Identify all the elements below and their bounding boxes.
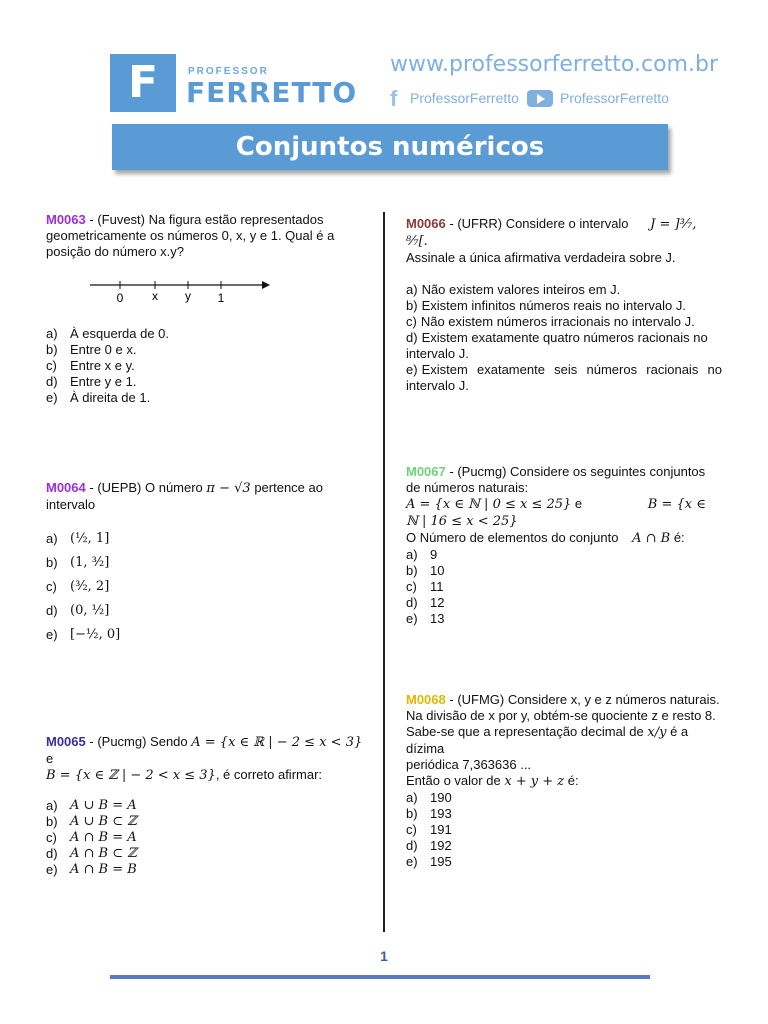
question-m0066 bbox=[406, 216, 722, 394]
option-e: e) À direita de 1. bbox=[46, 390, 151, 405]
option-d: d) Entre y e 1. bbox=[46, 374, 137, 389]
option-e: e) 195 bbox=[406, 854, 452, 869]
question-text: M0065 - (Pucmg) Sendo A = {x ∈ ℝ | − 2 ≤ x < 3} e B = {x ∈ ℤ | − 2 < x ≤ 3}, é correto afirmar: bbox=[46, 734, 363, 783]
option-b: b) Entre 0 e x. bbox=[46, 342, 137, 357]
option-b: b) A ∪ B ⊂ ℤ bbox=[46, 814, 137, 829]
logo-title: FERRETTO bbox=[186, 76, 358, 109]
option-c: c) Entre x e y. bbox=[46, 358, 135, 373]
option-d: d) (0, ½] bbox=[46, 603, 110, 618]
option-a: a) À esquerda de 0. bbox=[46, 326, 170, 341]
column-divider bbox=[383, 212, 385, 932]
math-expression: π − √3 bbox=[206, 481, 251, 496]
option-c: c) 191 bbox=[406, 822, 452, 837]
question-text: M0064 - (UEPB) O número π − √3 pertence ao intervalo bbox=[46, 480, 323, 512]
title-banner bbox=[112, 124, 668, 170]
question-code: M0065 bbox=[46, 734, 86, 749]
page-number: 1 bbox=[380, 948, 388, 964]
facebook-icon: f bbox=[390, 86, 398, 111]
option-d: d) 12 bbox=[406, 595, 445, 610]
option-b: b) 10 bbox=[406, 563, 445, 578]
question-m0068 bbox=[406, 692, 726, 870]
question-text bbox=[46, 212, 346, 260]
question-m0064 bbox=[46, 480, 346, 647]
option-a: a) (½, 1] bbox=[46, 531, 110, 546]
number-line-figure bbox=[90, 276, 270, 306]
logo-subtitle: PROFESSOR bbox=[188, 66, 269, 77]
option-c: c) Não existem números irracionais no intervalo J. bbox=[406, 314, 695, 329]
question-statement: - (Fuvest) Na figura estão representados geometricamente os números 0, x, y e 1. Qual é a posição do número x.y? bbox=[46, 212, 335, 259]
option-a: a) 9 bbox=[406, 547, 438, 562]
tick-label-1: 1 bbox=[217, 291, 225, 305]
option-b: b) Existem infinitos números reais no intervalo J. bbox=[406, 298, 687, 313]
option-a: a) A ∪ B = A bbox=[46, 798, 137, 813]
option-d: d) 192 bbox=[406, 838, 452, 853]
question-code: M0063 bbox=[46, 212, 86, 227]
option-e: e) 13 bbox=[406, 611, 445, 626]
question-code: M0064 bbox=[46, 480, 86, 495]
option-d: d) A ∩ B ⊂ ℤ bbox=[46, 846, 137, 861]
footer-rule bbox=[110, 975, 650, 979]
youtube-link[interactable]: ProfessorFerretto bbox=[560, 90, 669, 106]
tick-label-x: x bbox=[152, 289, 158, 303]
tick-label-0: 0 bbox=[116, 291, 124, 305]
option-a: a) Não existem valores inteiros em J. bbox=[406, 282, 621, 297]
option-b: b) (1, ³⁄₂] bbox=[46, 555, 110, 570]
option-c: c) (³⁄₂, 2] bbox=[46, 579, 110, 594]
question-m0065 bbox=[46, 734, 366, 878]
option-c: c) 11 bbox=[406, 579, 444, 594]
logo-icon: F bbox=[110, 54, 176, 112]
question-m0067 bbox=[406, 464, 722, 627]
question-text: M0068 - (UFMG) Considere x, y e z números naturais. Na divisão de x por y, obtém-se quociente z e resto 8. Sabe-se que a representação decimal de x/y é a dízima periódica 7,363636 ... Então o valor de x + y + z é: bbox=[406, 692, 720, 789]
option-e: e) A ∩ B = B bbox=[46, 862, 137, 877]
option-b: b) 193 bbox=[406, 806, 452, 821]
website-link[interactable]: www.professorferretto.com.br bbox=[390, 52, 718, 77]
question-m0063 bbox=[46, 212, 346, 260]
options-m0063 bbox=[46, 326, 346, 406]
option-c: c) A ∩ B = A bbox=[46, 830, 137, 845]
tick-label-y: y bbox=[185, 289, 191, 303]
question-code: M0067 bbox=[406, 464, 446, 479]
question-text: M0067 - (Pucmg) Considere os seguintes conjuntos de números naturais: A = {x ∈ ℕ | 0 ≤ x ≤ 25} e B = {x ∈ ℕ | 16 ≤ x < 25} O Número de elementos do conjunto A ∩ B é: bbox=[406, 464, 706, 546]
option-d: d) Existem exatamente quatro números racionais no intervalo J. bbox=[406, 330, 708, 361]
page-title: Conjuntos numéricos bbox=[235, 132, 545, 162]
question-text: M0066 - (UFRR) Considere o intervalo J = ]³⁄₇, ⁸⁄₇[. Assinale a única afirmativa verdadeira sobre J. bbox=[406, 216, 697, 265]
option-e: e) [−½, 0] bbox=[46, 627, 121, 642]
question-code: M0068 bbox=[406, 692, 446, 707]
option-a: a) 190 bbox=[406, 790, 452, 805]
facebook-link[interactable]: ProfessorFerretto bbox=[410, 90, 519, 106]
youtube-icon bbox=[527, 90, 553, 107]
question-code: M0066 bbox=[406, 216, 446, 231]
option-e: e) Existem exatamente seis números racionais no intervalo J. bbox=[406, 362, 722, 393]
